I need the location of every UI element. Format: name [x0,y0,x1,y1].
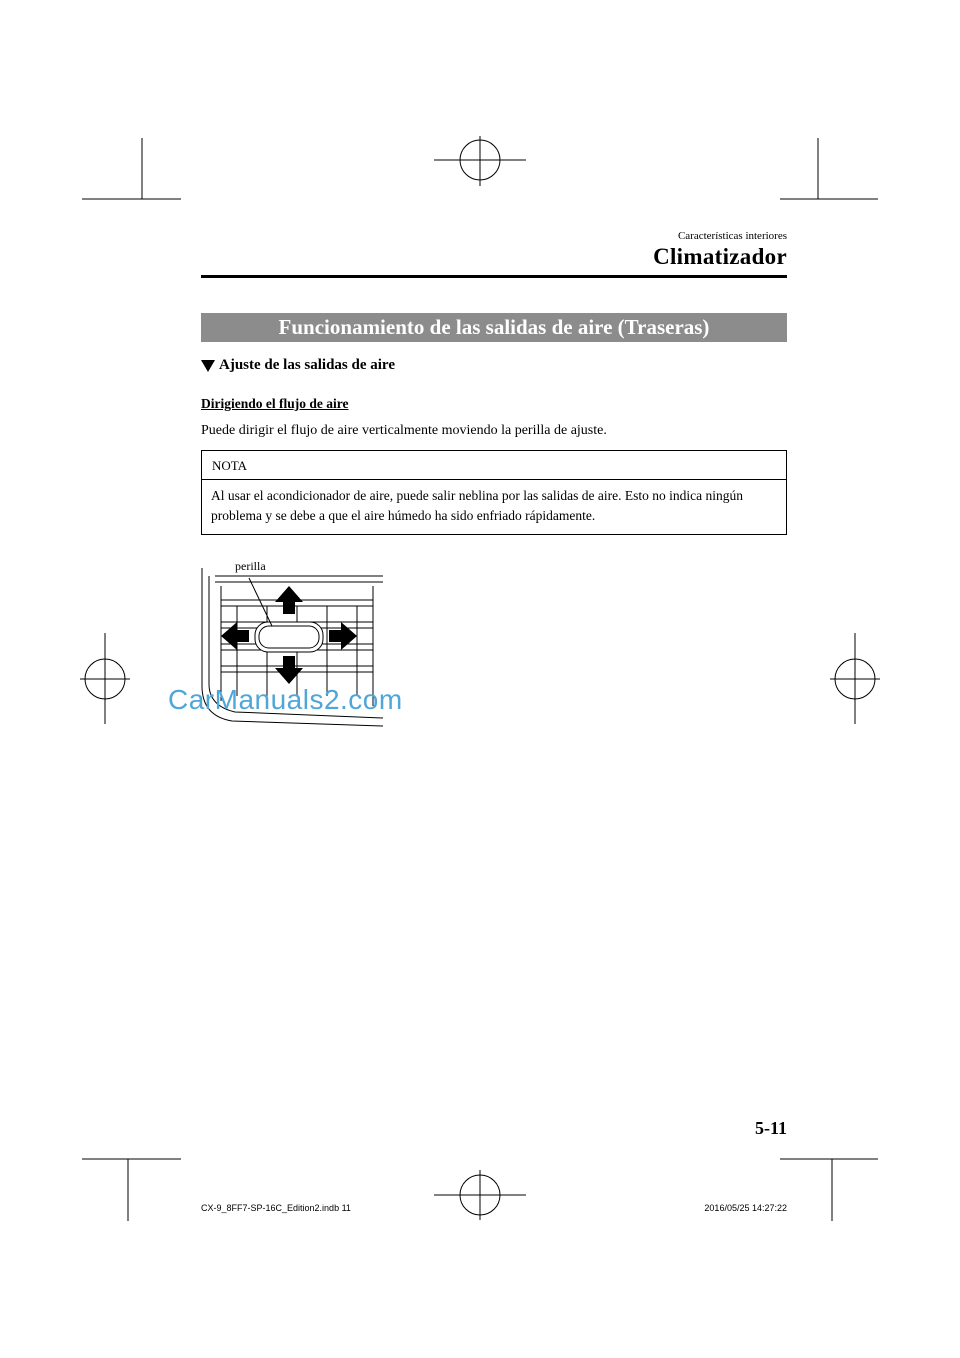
subheading [201,357,395,374]
footer-timestamp: 2016/05/25 14:27:22 [704,1203,787,1213]
footer-filename: CX-9_8FF7-SP-16C_Edition2.indb 11 [201,1203,351,1213]
subheading-text: Ajuste de las salidas de aire [219,357,395,373]
note-label: NOTA [212,458,248,473]
knob-label: perilla [235,559,266,573]
header-rule [201,275,787,278]
chapter-title: Climatizador [653,244,787,269]
note-header [202,451,786,480]
body-paragraph: Puede dirigir el flujo de aire verticalmente moviendo la perilla de ajuste. [201,423,607,438]
note-text: Al usar el acondicionador de aire, puede salir neblina por las salidas de aire. Esto no indica ningún problema y se debe a que el aire húmedo ha sido enfriado rápidamente. [211,488,743,523]
triangle-bullet-icon [201,360,215,372]
note-box [201,450,787,535]
section-banner: Funcionamiento de las salidas de aire (Traseras) [201,313,787,342]
watermark-text: CarManuals2.com [168,684,403,715]
page-number: 5-11 [754,1118,787,1138]
subsection-title: Dirigiendo el flujo de aire [201,396,349,411]
section-label: Características interiores [677,230,787,242]
